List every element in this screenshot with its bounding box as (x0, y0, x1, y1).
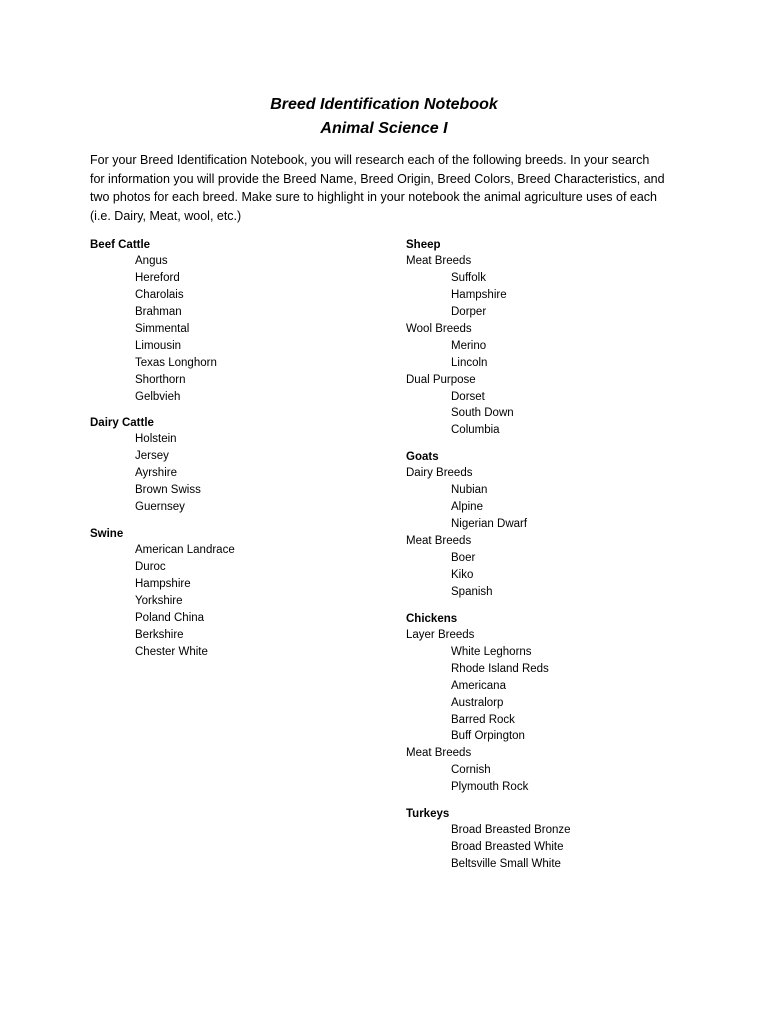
breed-item: Hampshire (451, 288, 507, 301)
section-heading: Goats (406, 451, 439, 464)
breed-item: Rhode Island Reds (451, 662, 549, 675)
breed-item: Brown Swiss (135, 484, 201, 497)
breed-item: Beltsville Small White (451, 858, 561, 871)
right-column (406, 237, 736, 873)
breed-item: Ayrshire (135, 467, 177, 480)
breed-item: Hampshire (135, 578, 191, 590)
intro-line: (i.e. Dairy, Meat, wool, etc.) (90, 208, 242, 223)
breed-item: Guernsey (135, 501, 185, 514)
breed-group-label: Layer Breeds (406, 628, 475, 641)
breed-item: Merino (451, 339, 487, 352)
breed-item: Dorper (451, 305, 487, 318)
intro-paragraph (90, 151, 680, 225)
breed-item: Berkshire (135, 628, 184, 641)
breed-item: Jersey (135, 450, 169, 463)
breed-item: White Leghorns (451, 645, 532, 658)
breed-item: Americana (451, 679, 506, 692)
breed-group-label: Meat Breeds (406, 535, 472, 548)
breed-group-label: Meat Breeds (406, 747, 472, 760)
breed-item: Angus (135, 255, 168, 267)
document-subtitle: Animal Science I (320, 120, 448, 137)
breed-item: Poland China (135, 611, 205, 624)
breed-item: Cornish (451, 764, 491, 777)
breed-group-label: Wool Breeds (406, 322, 472, 335)
breed-item: Kiko (451, 568, 474, 581)
breed-item: Broad Breasted White (451, 841, 564, 854)
breed-item: American Landrace (135, 544, 235, 557)
breed-item: Suffolk (451, 271, 486, 284)
breed-item: Lincoln (451, 356, 488, 369)
breed-item: Limousin (135, 339, 182, 352)
breed-item: Barred Rock (451, 713, 515, 726)
breed-item: Columbia (451, 424, 500, 437)
breed-item: Australorp (451, 696, 504, 709)
breed-section (90, 237, 420, 405)
section-heading: Turkeys (406, 808, 450, 821)
breed-item: Holstein (135, 433, 177, 446)
breed-item: Charolais (135, 288, 184, 301)
breed-item: Broad Breasted Bronze (451, 824, 571, 837)
intro-line: For your Breed Identification Notebook, you will research each of the following breeds. In your search (90, 153, 650, 167)
intro-line: for information you will provide the Breed Name, Breed Origin, Breed Colors, Breed Characteristics, and (90, 171, 665, 186)
breed-item: Nigerian Dwarf (451, 518, 528, 531)
breed-item: Simmental (135, 322, 190, 335)
section-heading: Swine (90, 528, 124, 541)
breed-item: Hereford (135, 271, 180, 284)
section-heading: Chickens (406, 612, 458, 625)
breed-item: Duroc (135, 561, 166, 574)
breed-item: Chester White (135, 645, 208, 658)
breed-section (406, 611, 736, 796)
breed-item: Plymouth Rock (451, 781, 529, 794)
breed-section (406, 237, 736, 439)
section-heading: Sheep (406, 239, 441, 251)
breed-section (406, 806, 736, 873)
left-column (90, 237, 420, 661)
breed-item: Texas Longhorn (135, 356, 217, 369)
breed-item: South Down (451, 407, 514, 420)
breed-item: Boer (451, 552, 476, 564)
breed-item: Buff Orpington (451, 730, 525, 743)
document-title: Breed Identification Notebook (270, 96, 498, 113)
breed-section (90, 526, 420, 661)
breed-item: Alpine (451, 501, 483, 514)
section-heading: Beef Cattle (90, 239, 151, 251)
section-heading: Dairy Cattle (90, 417, 154, 430)
breed-item: Spanish (451, 585, 493, 598)
breed-item: Yorkshire (135, 594, 183, 607)
breed-section (90, 415, 420, 516)
intro-line: two photos for each breed. Make sure to highlight in your notebook the animal agriculture uses of each (90, 190, 658, 204)
breed-item: Dorset (451, 390, 485, 403)
breed-group-label: Dual Purpose (406, 373, 476, 386)
breed-item: Shorthorn (135, 373, 186, 386)
breed-group-label: Meat Breeds (406, 255, 472, 267)
breed-item: Gelbvieh (135, 390, 181, 403)
breed-group-label: Dairy Breeds (406, 467, 473, 480)
breed-section (406, 449, 736, 601)
breed-item: Brahman (135, 305, 182, 318)
breed-item: Nubian (451, 484, 488, 497)
